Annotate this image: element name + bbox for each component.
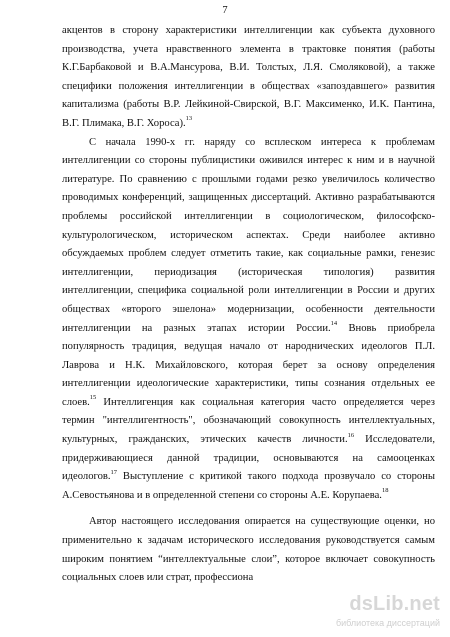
- footnote-ref[interactable]: 13: [185, 115, 193, 123]
- line-text: проводимых конференций, защищенных диссертаций. Активно разрабатываются: [62, 192, 435, 204]
- line-text: популярность традиция, ведущая начало от народнических идеологов П.Л.: [62, 341, 435, 353]
- line-text: К.Г.Барбаковой и В.А.Мансурова, В.И. Толстых, Л.Я. Смоляковой), а также: [62, 62, 435, 74]
- watermark: [334, 593, 442, 633]
- text-line: [62, 412, 435, 431]
- text-line: [62, 338, 435, 357]
- text-line: [62, 59, 435, 78]
- line-text: капитализма (работы В.Р. Лейкиной-Свирской, В.Г. Максименко, И.К. Пантина,: [62, 99, 435, 111]
- watermark-logo: dsLib.net: [349, 593, 440, 615]
- line-text: интеллигенции идеологические характеристики, типы сознания отдельных ее: [62, 378, 435, 390]
- line-text: интеллигенции на разных этапах истории России.: [62, 322, 331, 334]
- line-text: специфики положения интеллигенции в обществах «запоздавшего» развития: [62, 80, 435, 92]
- footnote-ref[interactable]: 14: [330, 319, 338, 327]
- text-line: [62, 394, 435, 413]
- line-text: производства, учета нравственного элемента в трактовке понятия (работы: [62, 43, 435, 55]
- text-line: [62, 551, 435, 570]
- line-text: проблемы российской интеллигенции в социологическом, философско-: [62, 210, 435, 222]
- text-line: [62, 96, 435, 115]
- line-text: интеллигенции, периодизация (историческая типология) развития: [62, 266, 435, 278]
- text-line: [62, 468, 435, 487]
- body-text: [62, 22, 435, 588]
- text-line: [62, 152, 435, 171]
- line-text: обществах «второго эшелона» модернизации, особенности деятельности: [62, 303, 435, 315]
- text-line: [62, 227, 435, 246]
- text-line: [62, 22, 435, 41]
- text-line: [62, 78, 435, 97]
- line-text: слоев.: [62, 396, 90, 408]
- text-line: [62, 375, 435, 394]
- line-text: культурологическом, историческом аспектах. Среди наиболее активно: [62, 229, 435, 241]
- text-line: [62, 301, 435, 320]
- text-line: [62, 41, 435, 60]
- line-text: придерживающиеся данной традиции, основываются на самооценках: [62, 452, 435, 464]
- text-line: [62, 208, 435, 227]
- footnote-ref[interactable]: 18: [381, 487, 389, 495]
- text-line: [62, 320, 435, 339]
- line-text: социальных слоев или страт, профессиона: [62, 572, 254, 584]
- line-text: А.Севостьянова и в определенной степени со стороны А.Е. Корупаева.: [62, 489, 382, 501]
- text-line: [62, 569, 435, 588]
- text-line: [62, 264, 435, 283]
- text-line: [62, 431, 435, 450]
- footnote-ref[interactable]: 17: [110, 468, 118, 476]
- line-text: интеллигенции со стороны публицистики оживился интерес к ним и в научной: [62, 155, 435, 167]
- line-text-tail: Выступление с критикой такого подхода прозвучало со стороны: [117, 471, 435, 483]
- text-line: [62, 357, 435, 376]
- text-line: [62, 282, 435, 301]
- line-text: Автор настоящего исследования опирается на существующие оценки, но: [89, 516, 435, 528]
- line-text: С начала 1990-х гг. наряду со всплеском интереса к проблемам: [89, 136, 435, 148]
- text-line: [62, 171, 435, 190]
- text-line: [62, 115, 435, 134]
- line-text: литературе. По сравнению с прошлыми годами резко увеличилось количество: [62, 173, 435, 185]
- line-text: Лаврова и Н.К. Михайловского, которая берет за основу определения: [62, 359, 435, 371]
- line-text: интеллигенции, специфика социальной роли интеллигенции в России и других: [62, 285, 435, 297]
- line-text: применительно к задачам исторического исследования руководствуется самым: [62, 535, 435, 547]
- line-text: акцентов в сторону характеристики интеллигенции как субъекта духовного: [62, 25, 435, 36]
- line-text: В.Г. Плимака, В.Г. Хороса).: [62, 117, 186, 129]
- watermark-subtitle: библиотека диссертаций: [335, 618, 440, 628]
- line-text: термин "интеллигентность", обозначающий совокупность интеллектуальных,: [62, 415, 435, 427]
- text-line: [62, 532, 435, 551]
- line-text: идеологов.: [62, 471, 111, 483]
- footnote-ref[interactable]: 16: [347, 431, 355, 439]
- paragraph-gap: [62, 505, 435, 513]
- line-text: широким понятием “интеллектуальные слои”, которое включает совокупность: [62, 553, 435, 565]
- text-line: [62, 245, 435, 264]
- line-text-tail: Интеллигенция как социальная категория часто определяется через: [96, 396, 435, 408]
- text-line: [62, 134, 435, 153]
- page-number: 7: [222, 5, 228, 16]
- line-text-tail: Исследователи,: [354, 434, 435, 446]
- text-line: [62, 450, 435, 469]
- text-line: [62, 189, 435, 208]
- text-line: [62, 513, 435, 532]
- text-line: [62, 487, 435, 506]
- footnote-ref[interactable]: 15: [89, 394, 97, 402]
- line-text: обсуждаемых проблем следует отметить такие, как социальные рамки, генезис: [62, 248, 435, 260]
- line-text-tail: Вновь приобрела: [337, 322, 435, 334]
- line-text: культурных, гражданских, этических качеств личности.: [62, 434, 348, 446]
